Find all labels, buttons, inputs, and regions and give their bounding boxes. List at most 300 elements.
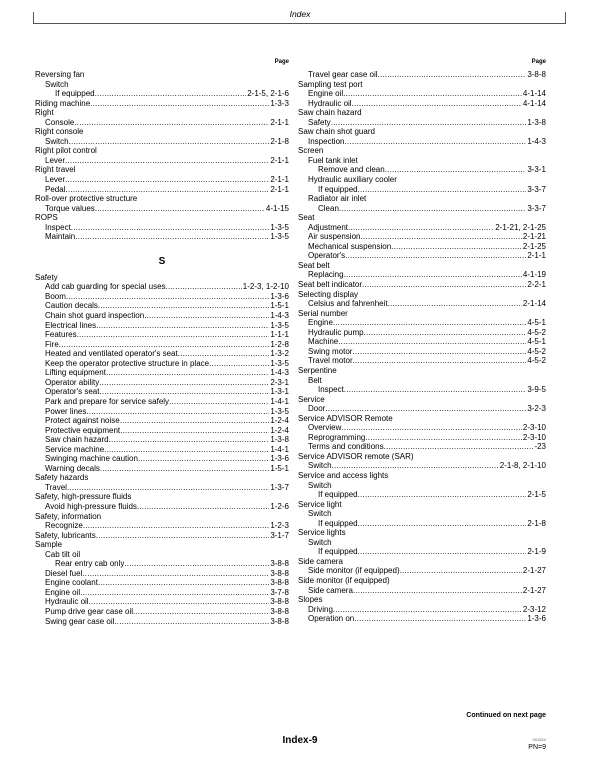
index-entry-term: Heated and ventilated operator's seat	[45, 349, 178, 359]
dot-leader	[344, 137, 526, 147]
index-entry	[35, 578, 289, 588]
dot-leader	[178, 349, 270, 359]
index-entry	[298, 156, 546, 166]
index-entry-term: Saw chain shot guard	[298, 127, 375, 137]
index-entry-page-ref[interactable]: 2-1-1	[527, 251, 546, 261]
dot-leader	[388, 299, 522, 309]
dot-leader	[83, 521, 270, 531]
index-entry-term: Torque values	[45, 203, 95, 213]
dot-leader	[352, 347, 526, 357]
index-entry-page-ref[interactable]: 3-8-8	[527, 70, 546, 79]
page-number: Index-9	[282, 735, 318, 746]
dot-leader	[96, 531, 270, 541]
index-entry-term: Serpentine	[298, 365, 337, 375]
index-entry-term: Engine oil	[45, 587, 81, 597]
index-entry-term: Driving	[308, 604, 333, 614]
dot-leader	[67, 483, 269, 493]
dot-leader	[332, 461, 499, 471]
index-entry-page-ref[interactable]: 1-3-6	[527, 614, 546, 624]
index-entry-page-ref[interactable]: 3-1-7	[270, 530, 289, 540]
index-entry-page-ref[interactable]: 4-1-15	[265, 203, 289, 213]
index-entry	[298, 242, 546, 252]
index-entry	[35, 223, 289, 233]
index-entry-page-ref[interactable]: 2-3-10	[522, 432, 546, 442]
page-header-title: Index	[289, 9, 311, 19]
index-entry-term: Radiator air inlet	[308, 194, 367, 204]
index-entry-page-ref[interactable]: 2-1-8	[270, 136, 289, 146]
index-entry	[35, 359, 289, 369]
index-entry-term: Seat	[298, 213, 315, 223]
index-entry	[298, 213, 546, 223]
index-entry	[35, 550, 289, 560]
index-entry-page-ref[interactable]: 1-2-4	[270, 416, 289, 426]
index-entry-page-ref[interactable]: 1-5-1	[270, 463, 289, 473]
index-entry-term: Side monitor (if equipped)	[308, 566, 400, 576]
index-entry-term: Add cab guarding for special uses	[45, 282, 166, 292]
index-entry-term: Pump drive gear case oil	[45, 606, 134, 616]
index-entry-page-ref[interactable]: 1-3-5	[270, 320, 289, 330]
index-entry-term: Switch	[308, 509, 332, 519]
index-entry	[298, 461, 546, 471]
index-entry-term: Engine	[308, 318, 333, 328]
index-entry	[298, 366, 546, 376]
index-entry-term: Right travel	[35, 165, 76, 175]
index-entry	[298, 614, 546, 624]
index-entry-term: Operator ability	[45, 377, 100, 387]
index-entry-page-ref[interactable]: 1-3-2	[270, 349, 289, 359]
index-entry-page-ref[interactable]: 1-2-6	[270, 501, 289, 511]
index-entry	[298, 385, 546, 395]
index-entry	[298, 595, 546, 605]
index-entry-page-ref[interactable]: 4-5-2	[527, 346, 546, 356]
index-entry-page-ref[interactable]: 3-9-5	[527, 385, 546, 395]
index-entry-term: Switch	[45, 79, 69, 89]
index-entry	[298, 376, 546, 386]
index-entry	[35, 492, 289, 502]
index-entry	[298, 414, 546, 424]
index-entry-page-ref[interactable]: 3-3-1	[527, 165, 546, 175]
index-entry-term: Mechanical suspension	[308, 241, 392, 251]
index-entry-term: Fuel tank inlet	[308, 155, 358, 165]
index-entry	[35, 108, 289, 118]
index-entry-page-ref[interactable]: 1-4-3	[270, 368, 289, 378]
index-entry-term: Terms and conditions	[308, 442, 384, 452]
index-entry-term: Switch	[308, 537, 332, 547]
index-entry-term: Celsius and fahrenheit	[308, 299, 388, 309]
index-entry-page-ref[interactable]: 3-8-8	[270, 578, 289, 588]
index-entry-page-ref[interactable]: 1-3-5	[270, 406, 289, 416]
index-entry	[35, 232, 289, 242]
index-entry	[35, 445, 289, 455]
index-entry-page-ref[interactable]: 2-1-1	[270, 175, 289, 185]
index-entry-term: Pedal	[45, 184, 66, 194]
index-entry-term: Screen	[298, 146, 324, 156]
index-entry-page-ref[interactable]: 2-3-1	[270, 377, 289, 387]
index-entry-page-ref[interactable]: 4-5-2	[527, 327, 546, 337]
index-entry-page-ref[interactable]: 2-1-9	[527, 547, 546, 557]
index-entry-term: Electrical lines	[45, 320, 97, 330]
index-entry-term: Lifting equipment	[45, 368, 106, 378]
index-entry-term: Operator's	[308, 251, 346, 261]
index-entry	[35, 213, 289, 223]
index-entry-term: Keep the operator protective structure in place	[45, 358, 210, 368]
index-entry-term: If equipped	[55, 89, 95, 99]
dot-leader	[86, 407, 269, 417]
index-entry-term: Fire	[45, 339, 59, 349]
index-entry	[298, 576, 546, 586]
index-entry	[298, 194, 546, 204]
index-entry	[35, 282, 289, 292]
index-entry-term: Power lines	[45, 406, 87, 416]
dot-leader	[378, 70, 527, 80]
index-entry-term: Rear entry cab only	[55, 559, 125, 569]
index-entry-page-ref[interactable]: 2-1-8	[527, 518, 546, 528]
dot-leader	[345, 251, 526, 261]
index-entry	[298, 395, 546, 405]
index-entry-page-ref[interactable]: 2-1-8, 2-1-10	[499, 461, 546, 471]
dot-leader	[74, 118, 269, 128]
index-entry	[35, 292, 289, 302]
header-rule	[33, 23, 566, 24]
index-entry-term: Service lights	[298, 528, 346, 538]
index-entry	[298, 223, 546, 233]
index-entry	[35, 156, 289, 166]
index-entry	[298, 442, 546, 452]
index-entry	[298, 538, 546, 548]
index-entry	[35, 617, 289, 627]
index-entry-term: Switch	[308, 480, 332, 490]
continued-note: Continued on next page	[466, 712, 546, 719]
index-entry-page-ref[interactable]: 3-8-8	[270, 606, 289, 616]
index-entry-term: Operation on	[308, 614, 355, 624]
index-entry-term: Chain shot guard inspection	[45, 311, 145, 321]
index-entry-page-ref[interactable]: 4-1-14	[522, 89, 546, 99]
dot-leader	[104, 445, 269, 455]
index-entry-page-ref[interactable]: 1-3-5	[270, 222, 289, 232]
index-entry-page-ref[interactable]: 1-3-5	[270, 358, 289, 368]
index-entry	[298, 165, 546, 175]
index-entry-term: Reversing fan	[35, 70, 85, 79]
index-entry-page-ref[interactable]: 3-8-8	[270, 616, 289, 626]
index-entry-page-ref[interactable]: 1-3-6	[270, 291, 289, 301]
index-entry-term: Right console	[35, 127, 84, 137]
dot-leader	[385, 165, 527, 175]
index-entry-page-ref[interactable]: 3-3-7	[527, 203, 546, 213]
index-entry	[298, 118, 546, 128]
index-entry	[298, 605, 546, 615]
index-entry-term: Selecting display	[298, 289, 359, 299]
index-entry-term: Safety	[35, 272, 58, 282]
dot-leader	[80, 588, 269, 598]
index-entry	[298, 404, 546, 414]
index-entry-page-ref[interactable]: 3-8-8	[270, 559, 289, 569]
dot-leader	[344, 385, 527, 395]
index-entry	[298, 337, 546, 347]
index-entry-page-ref[interactable]: 3-2-3	[527, 404, 546, 414]
index-entry-page-ref[interactable]: 1-3-5	[270, 232, 289, 242]
index-entry-term: Boom	[45, 291, 66, 301]
dot-leader	[95, 89, 247, 99]
dot-leader	[352, 99, 522, 109]
index-entry-page-ref[interactable]: 4-1-14	[522, 98, 546, 108]
index-entry	[35, 185, 289, 195]
index-entry-page-ref[interactable]: 2-1-14	[522, 299, 546, 309]
index-entry-page-ref[interactable]: 2-1-27	[522, 566, 546, 576]
index-entry	[298, 423, 546, 433]
index-entry-page-ref[interactable]: 1-2-3, 1-2-10	[242, 282, 289, 292]
index-entry-term: Overview	[308, 423, 342, 433]
index-entry	[298, 146, 546, 156]
index-entry-term: Engine oil	[308, 89, 344, 99]
dot-leader	[133, 607, 269, 617]
index-entry	[35, 118, 289, 128]
index-entry	[298, 108, 546, 118]
dot-leader	[341, 423, 522, 433]
dot-leader	[364, 328, 527, 338]
index-entry-page-ref[interactable]: 1-3-8	[270, 435, 289, 445]
index-entry-page-ref[interactable]: 1-3-7	[270, 482, 289, 492]
index-entry-page-ref[interactable]: 2-1-5, 2-1-6	[247, 89, 289, 99]
index-entry	[35, 521, 289, 531]
index-entry-page-ref[interactable]: 4-5-2	[527, 356, 546, 366]
index-entry-page-ref[interactable]: 2-3-12	[522, 604, 546, 614]
index-entry-page-ref[interactable]: 2-1-27	[522, 585, 546, 595]
index-entry-term: Lever	[45, 175, 66, 185]
dot-leader	[120, 426, 269, 436]
dot-leader	[96, 321, 269, 331]
index-entry-term: Side camera	[308, 585, 353, 595]
index-entry-page-ref[interactable]: 1-3-3	[270, 98, 289, 108]
index-entry	[298, 509, 546, 519]
dot-leader	[344, 270, 522, 280]
dot-leader	[362, 280, 526, 290]
dot-leader	[353, 356, 527, 366]
index-entry-page-ref[interactable]: 1-2-3	[270, 521, 289, 531]
index-entry	[35, 165, 289, 175]
index-entry	[298, 452, 546, 462]
index-entry-term: Maintain	[45, 232, 76, 242]
index-entry	[298, 566, 546, 576]
index-entry	[35, 99, 289, 109]
index-entry	[298, 528, 546, 538]
index-entry	[298, 557, 546, 567]
index-column-right	[298, 58, 546, 624]
dot-leader	[166, 282, 242, 292]
index-entry	[35, 473, 289, 483]
index-entry-term: Diesel fuel	[45, 568, 83, 578]
dot-leader	[137, 502, 269, 512]
index-entry	[298, 328, 546, 338]
index-entry-page-ref[interactable]: 1-3-6	[270, 454, 289, 464]
index-entry-page-ref[interactable]: 1-1-1	[270, 330, 289, 340]
dot-leader	[65, 175, 269, 185]
dot-leader	[82, 569, 269, 579]
dot-leader	[358, 490, 527, 500]
index-entry-page-ref[interactable]: 2-1-21, 2-1-25	[495, 222, 546, 232]
dot-leader	[99, 387, 269, 397]
index-entry-term: Safety	[308, 117, 331, 127]
index-entry-term: Right	[35, 108, 54, 118]
index-entry-page-ref[interactable]: 1-4-1	[270, 444, 289, 454]
index-entry-term: Serial number	[298, 308, 348, 318]
dot-leader	[365, 433, 522, 443]
index-entry-term: Door	[308, 404, 326, 414]
index-entry-page-ref[interactable]: 3-3-7	[527, 184, 546, 194]
index-entry-page-ref[interactable]: 3-8-8	[270, 568, 289, 578]
index-entry	[35, 204, 289, 214]
index-entry-term: Avoid high-pressure fluids	[45, 501, 137, 511]
dot-leader	[348, 223, 494, 233]
index-entry-term: Inspect	[318, 385, 344, 395]
dot-leader	[400, 566, 522, 576]
index-entry	[298, 318, 546, 328]
index-entry-term: Side monitor (if equipped)	[298, 575, 390, 585]
index-entry-page-ref[interactable]: 2-1-5	[527, 490, 546, 500]
index-entry-page-ref[interactable]: 3-8-8	[270, 597, 289, 607]
dot-leader	[69, 137, 270, 147]
index-entry-term: Side camera	[298, 556, 343, 566]
index-entry-page-ref[interactable]: 2-1-21	[522, 232, 546, 242]
index-entry	[35, 330, 289, 340]
dot-leader	[338, 337, 526, 347]
dot-leader	[106, 368, 269, 378]
index-entry-term: Swing motor	[308, 346, 353, 356]
index-entry	[298, 89, 546, 99]
index-entry	[298, 519, 546, 529]
index-entry-page-ref[interactable]: 1-2-4	[270, 425, 289, 435]
index-entry-term: Service and access lights	[298, 470, 389, 480]
dot-leader	[71, 223, 270, 233]
index-entry	[35, 607, 289, 617]
index-entry-term: Remove and clean	[318, 165, 385, 175]
section-letter: S	[158, 255, 166, 267]
dot-leader	[138, 454, 269, 464]
index-entry-page-ref[interactable]: 1-5-1	[270, 301, 289, 311]
index-entry	[35, 569, 289, 579]
index-entry-page-ref[interactable]: 4-5-1	[527, 337, 546, 347]
dot-leader	[384, 442, 534, 452]
index-entry-page-ref[interactable]: 3-7-8	[270, 587, 289, 597]
index-entry	[298, 500, 546, 510]
index-entry-term: Engine coolant	[45, 578, 98, 588]
index-entry	[298, 433, 546, 443]
index-entry-term: Protect against noise	[45, 416, 120, 426]
dot-leader	[144, 311, 269, 321]
dot-leader	[343, 89, 522, 99]
index-entry-term: Replacing	[308, 270, 344, 280]
index-entry	[35, 368, 289, 378]
index-entry	[35, 321, 289, 331]
index-entry-term: Operator's seat	[45, 387, 100, 397]
dot-leader	[75, 232, 269, 242]
index-entry-term: Hydraulic oil	[45, 597, 89, 607]
index-entry-term: Lever	[45, 155, 66, 165]
index-entry	[35, 502, 289, 512]
dot-leader	[114, 617, 269, 627]
footer-code: 051624	[532, 737, 546, 742]
dot-leader	[358, 547, 527, 557]
index-entry-page-ref[interactable]: 4-1-19	[522, 270, 546, 280]
index-entry	[298, 471, 546, 481]
dot-leader	[65, 185, 269, 195]
index-entry	[35, 407, 289, 417]
index-entry-page-ref[interactable]: 2-1-1	[270, 184, 289, 194]
index-entry-page-ref[interactable]: 1-3-1	[270, 387, 289, 397]
index-entry-term: Roll-over protective structure	[35, 194, 138, 204]
index-entry	[35, 426, 289, 436]
index-entry	[35, 464, 289, 474]
index-entry-page-ref[interactable]: 1-4-1	[270, 396, 289, 406]
index-entry-term: Travel	[45, 482, 67, 492]
index-entry	[298, 80, 546, 90]
index-entry-page-ref[interactable]: 2-2-1	[527, 280, 546, 290]
index-entry-term: Riding machine	[35, 98, 91, 108]
index-entry	[35, 435, 289, 445]
index-entry-term: Seat belt indicator	[298, 280, 363, 290]
index-entry-term: Right pilot control	[35, 146, 97, 156]
index-entry-page-ref[interactable]: 1-4-3	[270, 311, 289, 321]
index-entry-page-ref[interactable]: 1-3-8	[527, 117, 546, 127]
index-entry-page-ref[interactable]: 4-5-1	[527, 318, 546, 328]
index-entry-term: Caution decals	[45, 301, 98, 311]
dot-leader	[391, 242, 522, 252]
index-entry-term: Hydraulic pump	[308, 327, 364, 337]
dot-leader	[109, 435, 270, 445]
dot-leader	[333, 318, 526, 328]
index-entry-page-ref[interactable]: 2-1-1	[270, 155, 289, 165]
dot-leader	[98, 301, 269, 311]
index-entry-term: Inspect	[45, 222, 71, 232]
index-entry	[35, 397, 289, 407]
dot-leader	[98, 578, 269, 588]
index-entry-term: Hydraulic oil	[308, 98, 352, 108]
index-entry	[35, 588, 289, 598]
dot-leader	[89, 597, 270, 607]
index-entry	[298, 280, 546, 290]
index-entry-term: Travel gear case oil	[308, 70, 378, 79]
index-entry-term: Reprogramming	[308, 432, 366, 442]
index-entry-page-ref[interactable]: 1-4-3	[527, 136, 546, 146]
index-entry-page-ref[interactable]: 2-1-25	[522, 241, 546, 251]
dot-leader	[358, 185, 527, 195]
index-entry-term: Service ADVISOR Remote	[298, 413, 393, 423]
dot-leader	[354, 614, 526, 624]
index-entry-page-ref[interactable]: 2-1-1	[270, 117, 289, 127]
index-entry	[298, 204, 546, 214]
index-entry-page-ref[interactable]: 1-2-8	[270, 339, 289, 349]
index-entry-page-ref[interactable]: -23	[534, 442, 546, 452]
index-entry-term: Swing gear case oil	[45, 616, 115, 626]
index-entry-term: If equipped	[318, 490, 358, 500]
index-entry-term: Travel motor	[308, 356, 353, 366]
dot-leader	[325, 404, 526, 414]
index-entry	[298, 251, 546, 261]
index-entry-term: Service light	[298, 499, 342, 509]
index-entry	[35, 70, 289, 80]
index-entry-term: Console	[45, 117, 75, 127]
index-entry-term: Inspection	[308, 136, 345, 146]
dot-leader	[90, 99, 269, 109]
index-entry	[35, 454, 289, 464]
index-entry	[35, 127, 289, 137]
dot-leader	[77, 330, 270, 340]
index-entry-term: Safety hazards	[35, 473, 89, 483]
index-entry-page-ref[interactable]: 2-3-10	[522, 423, 546, 433]
index-entry	[298, 99, 546, 109]
dot-leader	[209, 359, 269, 369]
index-entry-term: Saw chain hazard	[298, 108, 362, 118]
dot-leader	[333, 605, 522, 615]
